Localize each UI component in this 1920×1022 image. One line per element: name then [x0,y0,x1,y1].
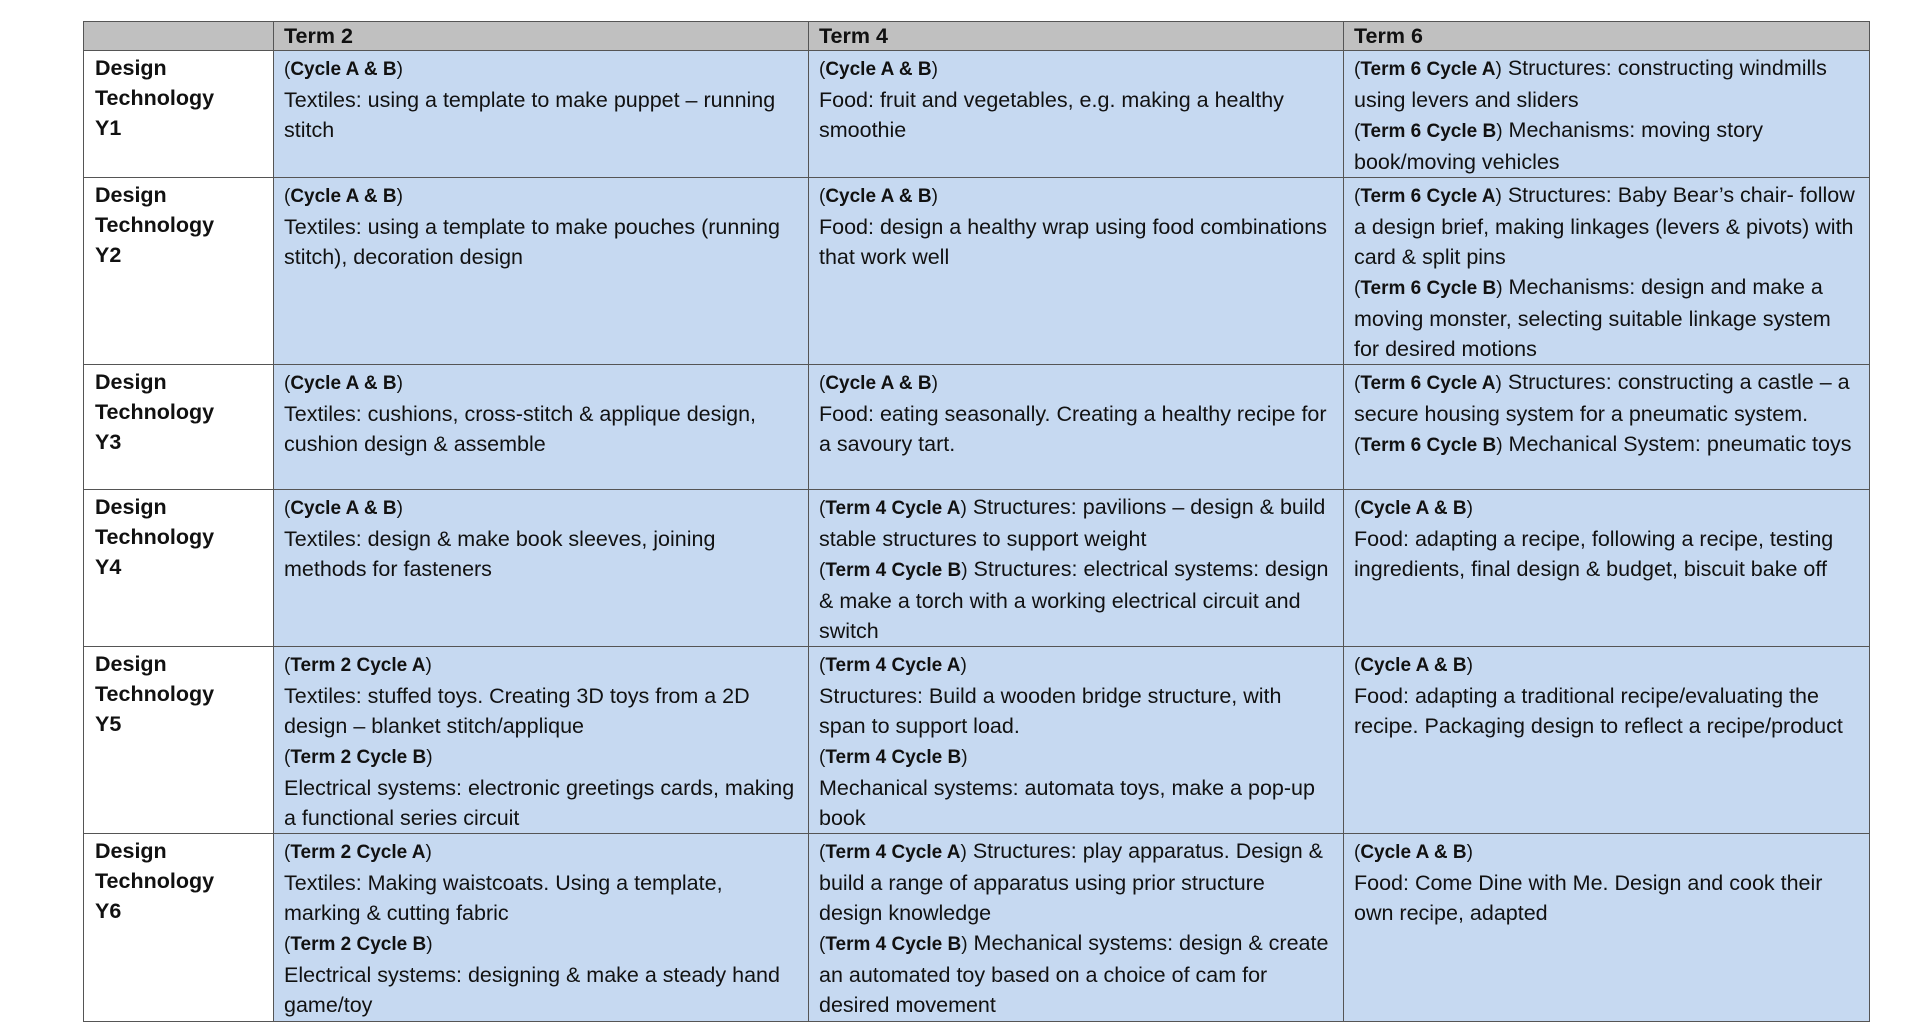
cycle-label: (Term 6 Cycle B) [1354,435,1503,456]
cycle-label: (Term 6 Cycle A) [1354,59,1502,80]
term-cell [809,834,1344,1022]
header-term-6: Term 6 [1344,22,1870,51]
cycle-label: (Term 4 Cycle A) [819,498,967,519]
cycle-label: (Cycle A & B) [284,186,403,207]
cycle-description: Mechanisms: design and make a moving monster, selecting suitable linkage system for desired motions [1354,275,1831,361]
cycle-description: Structures: pavilions – design & build stable structures to support weight [819,495,1326,551]
cycle-label: (Term 6 Cycle A) [1354,186,1502,207]
cycle-label-text: Term 4 Cycle A [825,498,961,519]
row-subject [84,51,274,178]
row-subject [84,490,274,647]
cycle-label: (Term 4 Cycle A) [819,842,967,863]
cycle-description: Food: adapting a traditional recipe/evaluating the recipe. Packaging design to reflect a recipe/product [1354,684,1843,738]
cycle-entry [819,492,1333,554]
cycle-label: (Term 4 Cycle B) [819,560,968,581]
subject-line: Design [95,839,167,863]
cycle-description: Textiles: stuffed toys. Creating 3D toys from a 2D design – blanket stitch/applique [284,684,750,738]
term-cell [809,178,1344,365]
term-cell [274,647,809,834]
cycle-label-text: Cycle A & B [825,59,932,80]
header-row [84,22,1870,51]
term-cell [809,647,1344,834]
subject-line: Design [95,183,167,207]
cycle-label-text: Term 2 Cycle A [290,655,426,676]
cycle-label-text: Term 4 Cycle B [825,747,962,768]
cycle-entry [819,649,1333,741]
cycle-label: (Term 6 Cycle A) [1354,373,1502,394]
row-subject [84,365,274,490]
term-cell [1344,365,1870,490]
cycle-label-text: Term 6 Cycle A [1360,373,1496,394]
cycle-entry [819,928,1333,1020]
cycle-entry [1354,836,1859,928]
cycle-label-text: Term 4 Cycle A [825,655,961,676]
cycle-label-text: Term 6 Cycle B [1360,278,1497,299]
subject-line: Design [95,495,167,519]
cycle-label: (Term 4 Cycle B) [819,934,968,955]
subject-line: Y5 [95,712,122,736]
subject-line: Technology [95,869,215,893]
cycle-entry [284,649,798,741]
cycle-label-text: Cycle A & B [290,59,397,80]
cycle-entry [1354,492,1859,584]
cycle-label: (Cycle A & B) [1354,655,1473,676]
row-subject [84,834,274,1022]
term-cell [809,490,1344,647]
cycle-label-text: Term 6 Cycle A [1360,186,1496,207]
cycle-entry [284,836,798,928]
subject-line: Y1 [95,116,122,140]
cycle-label-text: Cycle A & B [825,373,932,394]
cycle-description: Textiles: using a template to make pouches (running stitch), decoration design [284,215,780,269]
cycle-label: (Cycle A & B) [284,59,403,80]
subject-line: Design [95,370,167,394]
cycle-label: (Term 2 Cycle A) [284,655,432,676]
cycle-label-text: Term 6 Cycle B [1360,121,1497,142]
cycle-entry [1354,429,1859,461]
cycle-description: Food: fruit and vegetables, e.g. making a healthy smoothie [819,88,1284,142]
term-cell [1344,834,1870,1022]
cycle-label-text: Cycle A & B [1360,842,1467,863]
cycle-description: Electrical systems: electronic greetings cards, making a functional series circuit [284,776,795,830]
cycle-description: Textiles: using a template to make puppet – running stitch [284,88,776,142]
cycle-description: Food: eating seasonally. Creating a healthy recipe for a savoury tart. [819,402,1327,456]
cycle-label-text: Term 4 Cycle B [825,934,962,955]
cycle-entry [284,741,798,833]
cycle-label: (Cycle A & B) [819,59,938,80]
term-cell [1344,490,1870,647]
subject-line: Technology [95,400,215,424]
cycle-description: Electrical systems: designing & make a steady hand game/toy [284,963,780,1017]
cycle-label: (Term 2 Cycle A) [284,842,432,863]
cycle-description: Textiles: cushions, cross-stitch & applique design, cushion design & assemble [284,402,757,456]
cycle-label-text: Term 4 Cycle A [825,842,961,863]
cycle-label-text: Cycle A & B [825,186,932,207]
term-cell [1344,51,1870,178]
cycle-label-text: Term 2 Cycle B [290,934,427,955]
cycle-label: (Cycle A & B) [284,498,403,519]
cycle-entry [819,180,1333,272]
cycle-description: Textiles: Making waistcoats. Using a template, marking & cutting fabric [284,871,723,925]
term-cell [1344,647,1870,834]
cycle-description: Textiles: design & make book sleeves, joining methods for fasteners [284,527,716,581]
cycle-label: (Term 2 Cycle B) [284,747,433,768]
cycle-entry [1354,649,1859,741]
cycle-label-text: Cycle A & B [1360,655,1467,676]
cycle-entry [284,180,798,272]
table-row [84,365,1870,490]
curriculum-table [83,21,1870,1022]
cycle-label-text: Cycle A & B [290,186,397,207]
cycle-description: Mechanical System: pneumatic toys [1508,432,1852,456]
cycle-description: Food: adapting a recipe, following a recipe, testing ingredients, final design & budget, biscuit bake off [1354,527,1834,581]
header-term-4: Term 4 [809,22,1344,51]
cycle-description: Structures: Build a wooden bridge structure, with span to support load. [819,684,1282,738]
cycle-entry [1354,115,1859,177]
cycle-description: Structures: constructing windmills using levers and sliders [1354,56,1827,112]
row-subject [84,647,274,834]
cycle-label-text: Term 4 Cycle B [825,560,962,581]
cycle-entry [819,367,1333,459]
cycle-description: Mechanisms: moving story book/moving vehicles [1354,118,1764,174]
subject-line: Technology [95,525,215,549]
cycle-entry [284,928,798,1020]
cycle-label-text: Term 2 Cycle B [290,747,427,768]
cycle-label: (Cycle A & B) [819,373,938,394]
cycle-label-text: Term 6 Cycle A [1360,59,1496,80]
cycle-entry [284,53,798,145]
term-cell [274,51,809,178]
cycle-entry [284,492,798,584]
term-cell [274,365,809,490]
cycle-entry [284,367,798,459]
header-term-2: Term 2 [274,22,809,51]
cycle-description: Structures: electrical systems: design & make a torch with a working electrical circuit and switch [819,557,1329,643]
cycle-label: (Cycle A & B) [819,186,938,207]
cycle-label: (Term 6 Cycle B) [1354,278,1503,299]
cycle-label: (Term 2 Cycle B) [284,934,433,955]
cycle-label-text: Cycle A & B [290,373,397,394]
subject-line: Technology [95,86,215,110]
term-cell [274,490,809,647]
cycle-entry [819,554,1333,646]
subject-line: Y6 [95,899,122,923]
row-subject [84,178,274,365]
cycle-description: Mechanical systems: design & create an automated toy based on a choice of cam for desired movement [819,931,1329,1017]
cycle-label: (Cycle A & B) [1354,842,1473,863]
subject-line: Y4 [95,555,122,579]
table-row [84,178,1870,365]
cycle-entry [1354,367,1859,429]
cycle-description: Food: Come Dine with Me. Design and cook their own recipe, adapted [1354,871,1823,925]
subject-line: Technology [95,213,215,237]
cycle-entry [819,741,1333,833]
cycle-label-text: Term 6 Cycle B [1360,435,1497,456]
table-row [84,490,1870,647]
cycle-label-text: Term 2 Cycle A [290,842,426,863]
table-row [84,51,1870,178]
cycle-entry [1354,180,1859,272]
cycle-description: Structures: play apparatus. Design & build a range of apparatus using prior structure design knowledge [819,839,1323,925]
header-corner [84,22,274,51]
cycle-label: (Cycle A & B) [284,373,403,394]
subject-line: Y2 [95,243,122,267]
subject-line: Design [95,652,167,676]
term-cell [809,51,1344,178]
cycle-label: (Term 4 Cycle A) [819,655,967,676]
table-row [84,647,1870,834]
table-body [84,51,1870,1022]
term-cell [1344,178,1870,365]
cycle-entry [819,836,1333,928]
cycle-label-text: Cycle A & B [1360,498,1467,519]
cycle-label: (Cycle A & B) [1354,498,1473,519]
cycle-entry [1354,272,1859,364]
table-row [84,834,1870,1022]
subject-line: Y3 [95,430,122,454]
cycle-label: (Term 6 Cycle B) [1354,121,1503,142]
cycle-entry [1354,53,1859,115]
cycle-entry [819,53,1333,145]
subject-line: Technology [95,682,215,706]
subject-line: Design [95,56,167,80]
term-cell [809,365,1344,490]
cycle-description: Structures: Baby Bear’s chair- follow a design brief, making linkages (levers & pivots) with card & split pins [1354,183,1855,269]
cycle-label-text: Cycle A & B [290,498,397,519]
term-cell [274,178,809,365]
cycle-label: (Term 4 Cycle B) [819,747,968,768]
cycle-description: Structures: constructing a castle – a secure housing system for a pneumatic system. [1354,370,1850,426]
cycle-description: Mechanical systems: automata toys, make a pop-up book [819,776,1315,830]
term-cell [274,834,809,1022]
cycle-description: Food: design a healthy wrap using food combinations that work well [819,215,1327,269]
